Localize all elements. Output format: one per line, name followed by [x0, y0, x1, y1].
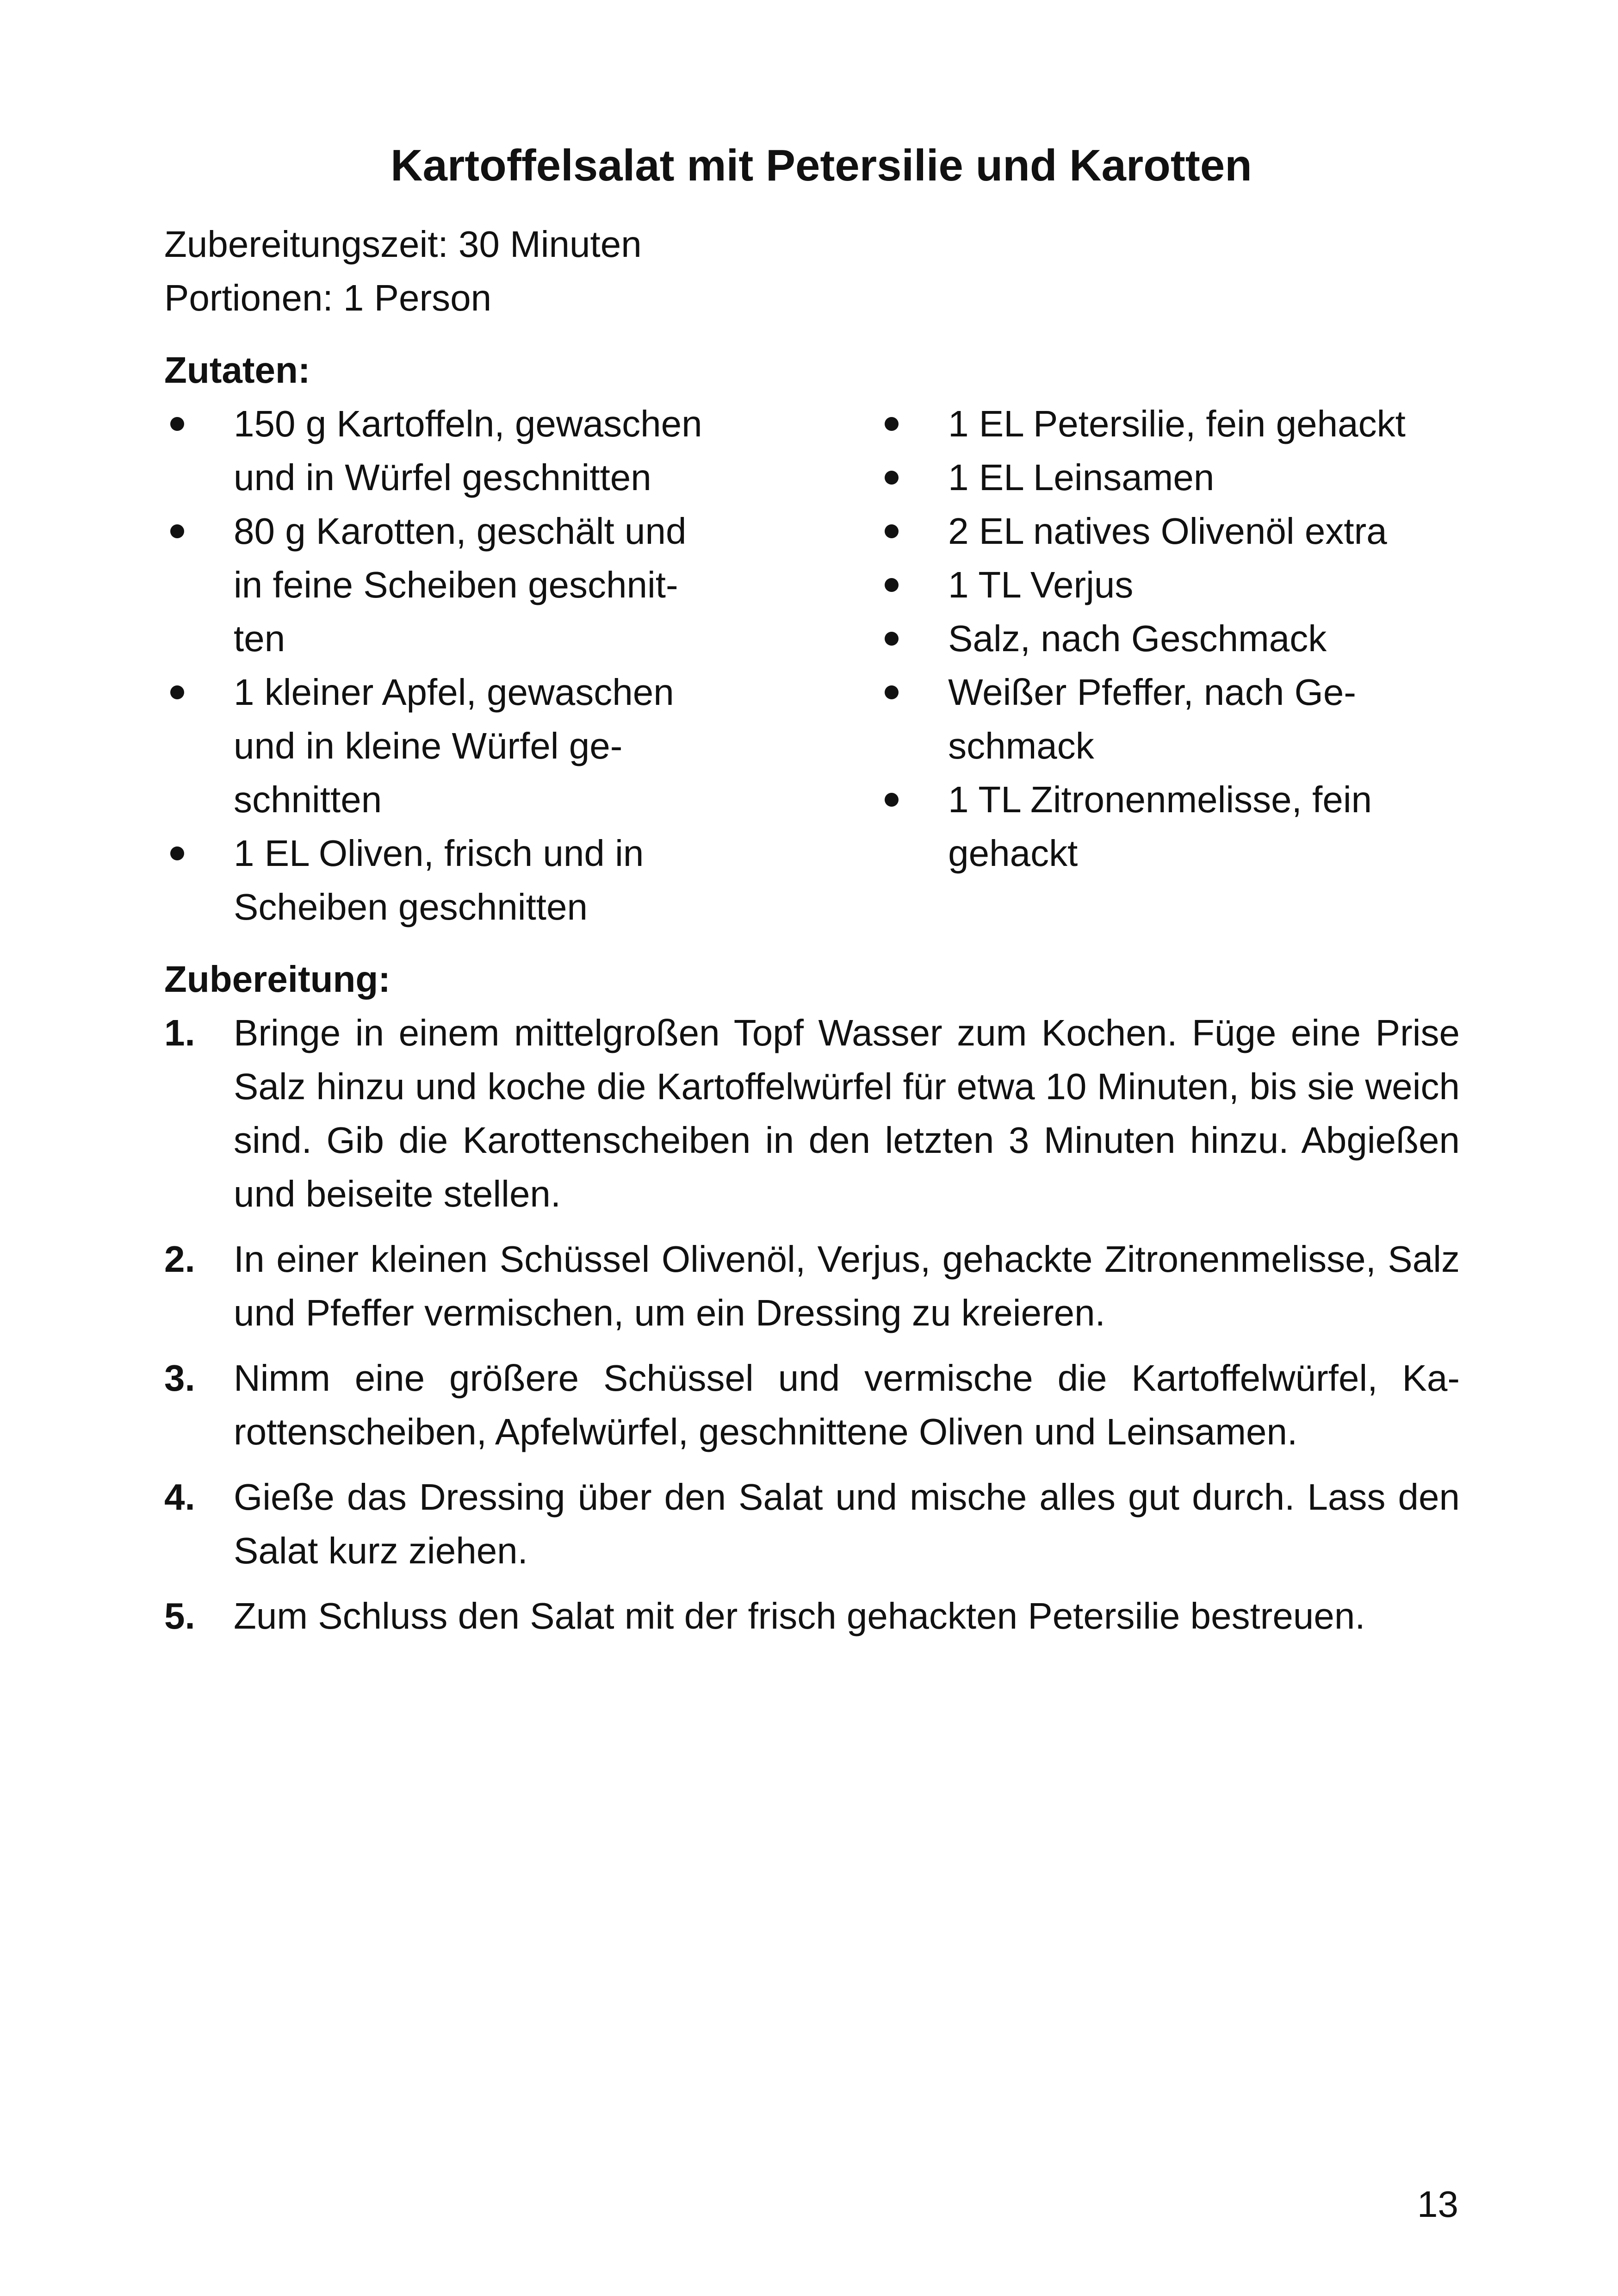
preparation-steps	[164, 1006, 1460, 1643]
page-number: 13	[1417, 2184, 1458, 2225]
ingredient-text: Weißer Pfeffer, nach Geschmack	[948, 672, 1356, 767]
ingredient-item	[879, 558, 1460, 612]
bullet-icon	[885, 578, 899, 592]
ingredient-item	[879, 504, 1460, 558]
step-number: 5.	[164, 1595, 195, 1637]
ingredient-text: 1 EL Petersilie, fein gehackt	[948, 403, 1406, 445]
ingredient-item	[164, 666, 713, 827]
ingredient-text: 1 kleiner Apfel, gewaschen und in kleine Würfel geschnitten	[234, 672, 674, 821]
ingredient-item	[879, 451, 1460, 504]
bullet-icon	[170, 685, 184, 699]
bullet-icon	[170, 417, 184, 431]
bullet-icon	[885, 793, 899, 807]
step-number: 2.	[164, 1238, 195, 1280]
ingredient-text: 150 g Kartoffeln, gewaschen und in Würfel geschnitten	[234, 403, 702, 498]
ingredient-text: 2 EL natives Olivenöl extra	[948, 510, 1387, 552]
bullet-icon	[885, 524, 899, 538]
step-text: In einer kleinen Schüssel Olivenöl, Verjus, gehackte Zitronenmelisse, Salz und Pfeffer vermischen, um ein Dressing zu kreieren.	[234, 1238, 1460, 1334]
bullet-icon	[885, 632, 899, 646]
step-text: Nimm eine größere Schüssel und vermische die Kartoffelwürfel, Karottenscheiben, Apfelwürfel, geschnittene Oliven und Leinsamen.	[234, 1357, 1460, 1453]
recipe-title: Kartoffelsalat mit Petersilie und Karotten	[391, 141, 1252, 190]
ingredient-item	[879, 612, 1460, 666]
step-item	[164, 1232, 1460, 1340]
ingredient-item	[164, 504, 713, 666]
bullet-icon	[885, 417, 899, 431]
prep-time: Zubereitungszeit: 30 Minuten	[164, 224, 642, 265]
ingredients-heading: Zutaten:	[164, 349, 310, 391]
ingredient-item	[164, 827, 713, 934]
step-text: Bringe in einem mittelgroßen Topf Wasser zum Kochen. Füge eine Prise Salz hinzu und koche die Kartoffelwürfel für etwa 10 Minuten, bis sie weich sind. Gib die Karottenscheiben in den letzten 3 Minuten hinzu. Abgießen und beiseite stellen.	[234, 1012, 1460, 1215]
ingredient-item	[879, 773, 1460, 880]
step-text: Zum Schluss den Salat mit der frisch gehackten Petersilie bestreuen.	[234, 1595, 1365, 1637]
ingredient-item	[164, 397, 713, 504]
servings: Portionen: 1 Person	[164, 277, 492, 319]
bullet-icon	[170, 846, 184, 860]
ingredient-text: Salz, nach Geschmack	[948, 618, 1327, 660]
ingredient-item	[879, 397, 1460, 451]
ingredient-text: 1 TL Zitronenmelisse, fein gehackt	[948, 779, 1372, 874]
ingredients-column-right	[879, 397, 1460, 934]
ingredients-column-left	[164, 397, 713, 934]
step-item	[164, 1006, 1460, 1221]
step-item	[164, 1351, 1460, 1459]
ingredient-text: 1 EL Oliven, frisch und in Scheiben geschnitten	[234, 833, 644, 928]
step-number: 3.	[164, 1357, 195, 1399]
step-item	[164, 1589, 1460, 1643]
bullet-icon	[885, 685, 899, 699]
step-number: 4.	[164, 1476, 195, 1518]
recipe-page	[164, 139, 1460, 1655]
step-number: 1.	[164, 1012, 195, 1054]
bullet-icon	[170, 524, 184, 538]
step-item	[164, 1470, 1460, 1578]
preparation-heading: Zubereitung:	[164, 958, 391, 1000]
ingredient-text: 80 g Karotten, geschält und in feine Scheiben geschnitten	[234, 510, 687, 660]
ingredient-text: 1 EL Leinsamen	[948, 457, 1215, 498]
ingredient-text: 1 TL Verjus	[948, 564, 1134, 606]
ingredients-list	[164, 397, 1460, 934]
ingredient-item	[879, 666, 1460, 773]
step-text: Gieße das Dressing über den Salat und mische alles gut durch. Lass den Salat kurz ziehen.	[234, 1476, 1460, 1572]
bullet-icon	[885, 471, 899, 485]
